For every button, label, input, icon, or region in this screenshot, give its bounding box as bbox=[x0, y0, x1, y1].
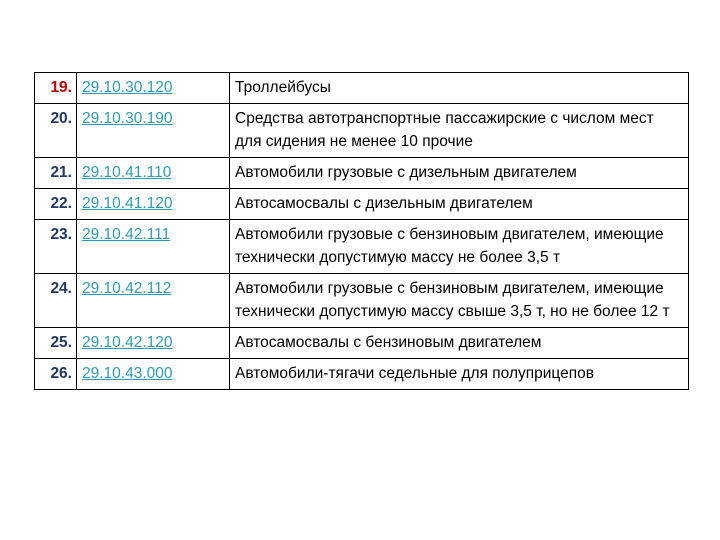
row-number: 23. bbox=[35, 220, 77, 274]
row-number: 21. bbox=[35, 158, 77, 189]
row-number: 25. bbox=[35, 328, 77, 359]
row-description: Автомобили грузовые с бензиновым двигателем, имеющие технически допустимую массу не более 3,5 т bbox=[230, 220, 689, 274]
row-number: 24. bbox=[35, 274, 77, 328]
row-description: Автомобили-тягачи седельные для полуприцепов bbox=[230, 359, 689, 390]
code-link[interactable]: 29.10.42.112 bbox=[82, 280, 172, 297]
row-number: 22. bbox=[35, 189, 77, 220]
row-description: Автомобили грузовые с бензиновым двигателем, имеющие технически допустимую массу свыше 3,5 т, но не более 12 т bbox=[230, 274, 689, 328]
code-link[interactable]: 29.10.42.111 bbox=[82, 226, 171, 243]
table-row bbox=[35, 189, 689, 220]
table-row bbox=[35, 328, 689, 359]
table-row bbox=[35, 359, 689, 390]
table-row bbox=[35, 220, 689, 274]
row-description: Средства автотранспортные пассажирские с числом мест для сидения не менее 10 прочие bbox=[230, 104, 689, 158]
row-number: 19. bbox=[35, 73, 77, 104]
row-description: Автосамосвалы с дизельным двигателем bbox=[230, 189, 689, 220]
code-link[interactable]: 29.10.42.120 bbox=[82, 334, 173, 351]
row-number: 20. bbox=[35, 104, 77, 158]
code-link[interactable]: 29.10.30.120 bbox=[82, 79, 173, 96]
code-link[interactable]: 29.10.30.190 bbox=[82, 110, 173, 127]
row-number: 26. bbox=[35, 359, 77, 390]
table-row bbox=[35, 73, 689, 104]
code-link[interactable]: 29.10.41.120 bbox=[82, 195, 173, 212]
table-row bbox=[35, 158, 689, 189]
table-row bbox=[35, 104, 689, 158]
okpd-code-table bbox=[34, 72, 689, 390]
code-link[interactable]: 29.10.43.000 bbox=[82, 365, 173, 382]
row-description: Троллейбусы bbox=[230, 73, 689, 104]
code-link[interactable]: 29.10.41.110 bbox=[82, 164, 172, 181]
row-description: Автосамосвалы с бензиновым двигателем bbox=[230, 328, 689, 359]
table-row bbox=[35, 274, 689, 328]
row-description: Автомобили грузовые с дизельным двигателем bbox=[230, 158, 689, 189]
